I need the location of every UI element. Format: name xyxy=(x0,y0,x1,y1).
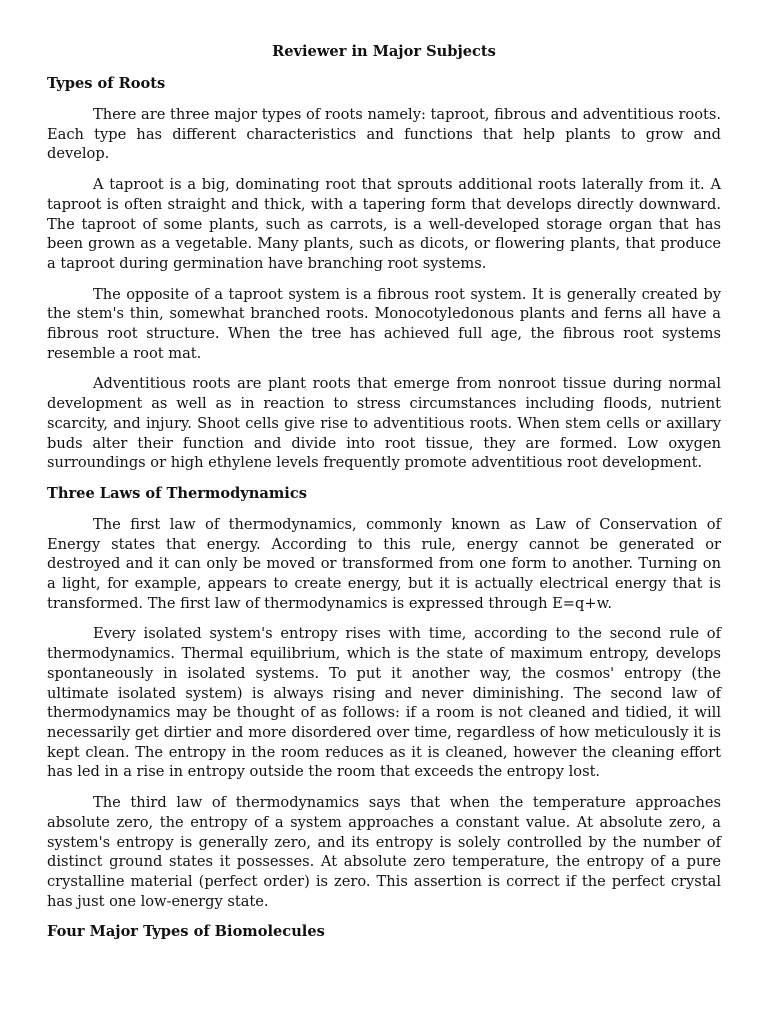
section-types-of-roots xyxy=(47,74,721,473)
section-heading: Three Laws of Thermodynamics xyxy=(47,484,307,502)
paragraph: The opposite of a taproot system is a fibrous root system. It is generally created by the stem's thin, somewhat branched roots. Monocotyledonous plants and ferns all have a fibrous root structure. When the tree has achieved full age, the fibrous root systems resemble a root mat. xyxy=(47,285,721,362)
paragraph: Adventitious roots are plant roots that emerge from nonroot tissue during normal development as well as in reaction to stress circumstances including floods, nutrient scarcity, and injury. Shoot cells give rise to adventitious roots. When stem cells or axillary buds alter their function and divide into root tissue, they are formed. Low oxygen surroundings or high ethylene levels frequently promote adventitious root development. xyxy=(47,375,721,472)
paragraph: A taproot is a big, dominating root that sprouts additional roots laterally from it. A taproot is often straight and thick, with a tapering form that develops directly downward. The taproot of some plants, such as carrots, is a well-developed storage organ that has been grown as a vegetable. Many plants, such as dicots, or flowering plants, that produce a taproot during germination have branching root systems. xyxy=(47,176,721,272)
paragraph: The third law of thermodynamics says that when the temperature approaches absolute zero, the entropy of a system approaches a constant value. At absolute zero, a system's entropy is generally zero, and its entropy is solely controlled by the number of distinct ground states it possesses. At absolute zero temperature, the entropy of a pure crystalline material (perfect order) is zero. This assertion is correct if the perfect crystal has just one low-energy state. xyxy=(47,794,721,910)
section-three-laws-of-thermodynamics xyxy=(47,484,721,911)
section-heading: Types of Roots xyxy=(47,75,166,92)
section-four-major-types-of-biomolecules xyxy=(47,922,721,942)
section-heading: Four Major Types of Biomolecules xyxy=(47,923,325,941)
document-title: Reviewer in Major Subjects xyxy=(272,43,496,60)
paragraph: Every isolated system's entropy rises with time, according to the second rule of thermodynamics. Thermal equilibrium, which is the state of maximum entropy, develops spontaneously in isolated systems. To put it another way, the cosmos' entropy (the ultimate isolated system) is always rising and never diminishing. The second law of thermodynamics may be thought of as follows: if a room is not cleaned and tidied, it will necessarily get dirtier and more disordered over time, regardless of how meticulously it is kept clean. The entropy in the room reduces as it is cleaned, however the cleaning effort has led in a rise in entropy outside the room that exceeds the entropy lost. xyxy=(47,625,721,781)
paragraph: There are three major types of roots namely: taproot, fibrous and adventitious roots. Each type has different characteristics and functions that help plants to grow and develop. xyxy=(47,106,721,163)
document-page xyxy=(47,42,721,953)
paragraph: The first law of thermodynamics, commonly known as Law of Conservation of Energy states that energy. According to this rule, energy cannot be generated or destroyed and it can only be moved or transformed from one form to another. Turning on a light, for example, appears to create energy, but it is actually electrical energy that is transformed. The first law of thermodynamics is expressed through E=q+w. xyxy=(47,515,721,612)
